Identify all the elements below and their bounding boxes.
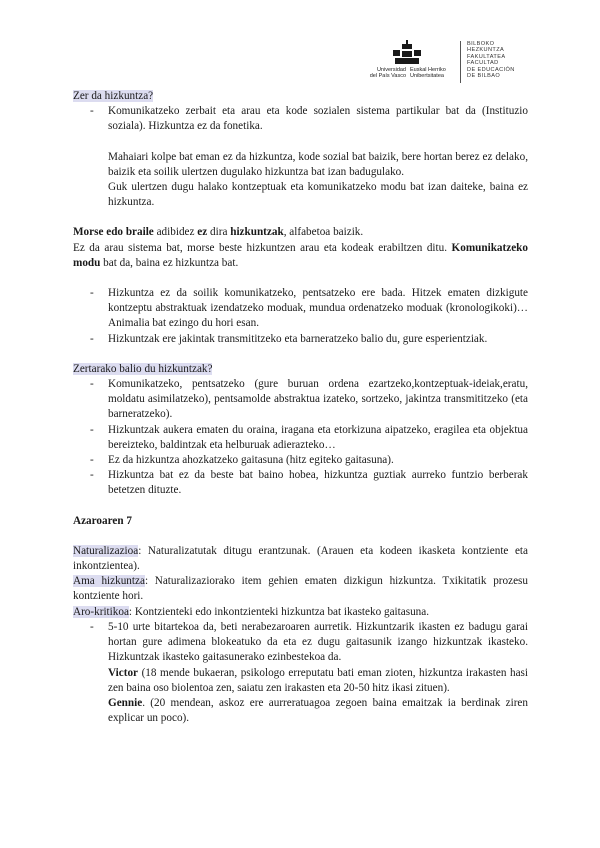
university-logo <box>356 38 474 86</box>
list-item: - Hizkuntzak aukera ematen du oraina, iragana eta etorkizuna aipatzeko, eragilea eta objektua bereizteko, baldintzak eta helburuak adierazteko… <box>108 423 528 453</box>
list-zertarako <box>73 377 528 499</box>
list-aro-kritikoa <box>73 620 528 666</box>
definition-ama-hizkuntza: Ama hizkuntza: Naturalizaziorako item gehien ematen dizkigun hizkuntza. Txikitatik prozesu kontziente hori. <box>73 575 528 603</box>
heading-zer-da-hizkuntza: Zer da hizkuntza? <box>73 90 154 102</box>
header-divider <box>460 41 461 83</box>
list-item: - Komunikatzeko, pentsatzeko (gure buruan ordena ezartzeko,kontzeptuak-ideiak,eratu, moldatu asimilatzeko), pentsamolde abstraktua izateko, sortzeko, jakintza transmititzeko (eta barneratzeko). <box>108 377 528 423</box>
list-item: - Hizkuntza ez da soilik komunikatzeko, pentsatzeko ere bada. Hitzek ematen dizkigute kontzeptu abstraktuak izendatzeko moduak, mundua ordenatzeko moduak (kronologikoki)… Animalia bat ezingo du hori esan. <box>108 286 528 332</box>
university-name-es: Universidad del País Vasco <box>369 67 406 80</box>
university-emblem-icon <box>389 40 427 66</box>
paragraph-morse-2: Ez da arau sistema bat, morse beste hizkuntzen arau eta kodeak erabiltzen ditu. Komunikatzeko modu bat da, baina ez hizkuntza bat. <box>73 241 528 269</box>
list-item: - 5-10 urte bitartekoa da, beti nerabezaroaren aurretik. Hizkuntzarik ikasten ez badugu garai hortan gure adimena blokeatuko da eta ez dugu gaitasunik izango hizkuntzak ikasteko. Hizkuntzak ikasteko gaitasunerako ezinbestekoa da. <box>108 620 528 666</box>
list-hizkuntza <box>73 286 528 347</box>
document-body <box>73 89 528 726</box>
heading-azaroaren-7: Azaroaren 7 <box>73 514 132 527</box>
heading-zertarako: Zertarako balio du hizkuntzak? <box>73 362 213 375</box>
list-item: - Hizkuntzak ere jakintak transmititzeko eta barneratzeko balio du, gure esperientziak. <box>108 332 528 347</box>
definition-naturalizazioa: Naturalizazioa: Naturalizatutak ditugu erantzunak. (Arauen eta kodeen ikasketa kontziente eta inkontzientea). <box>73 544 528 573</box>
list-item: - Ez da hizkuntza ahozkatzeko gaitasuna (hitz egiteko gaitasuna). <box>108 453 528 468</box>
paragraph: Guk ulertzen dugu halako kontzeptuak eta komunikatzeko modu bat izan daiteke, baina ez hizkuntza. <box>108 181 528 209</box>
paragraph: Mahaiari kolpe bat eman ez da hizkuntza, kode sozial bat baizik, bere hortan berez ez delako, baizik eta soilik ulertzen dugulako hizkuntza bat izan badugulako. <box>108 150 528 178</box>
paragraph-gennie: Gennie. (20 mendean, askoz ere aurreratuagoa zegoen baina emaitzak ia berdinak ziren explicar un poco). <box>108 696 528 725</box>
list-item: - Komunikatzeko zerbait eta arau eta kode sozialen sistema partikular bat da (Instituzio soziala). Hizkuntza ez da fonetika. <box>108 104 528 134</box>
list-item: - Hizkuntza bat ez da beste bat baino hobea, hizkuntza guztiak aurreko funtzio berberak betetzen dituzte. <box>108 468 528 498</box>
university-name-eu: Euskal Herriko Unibertsitatea <box>410 67 446 80</box>
page-header <box>350 38 550 86</box>
list-zer-da <box>73 104 528 134</box>
paragraph-victor: Victor (18 mende bukaeran, psikologo erreputatu bati eman zioten, hizkuntza irakasten hasi zen baina oso biolentoa zen, saiatu zen irakasten eta 20-50 hitz ikasi zituen). <box>108 666 528 694</box>
faculty-name: BILBOKO HEZKUNTZA FAKULTATEA FACULTAD DE EDUCACIÓN DE BILBAO <box>467 41 515 80</box>
definition-aro-kritikoa: Aro-kritikoa: Kontzienteki edo inkontzienteki hizkuntza bat ikasteko gaitasuna. <box>73 605 430 618</box>
paragraph-morse: Morse edo braile adibidez ez dira hizkuntzak, alfabetoa baizik. <box>73 226 364 239</box>
